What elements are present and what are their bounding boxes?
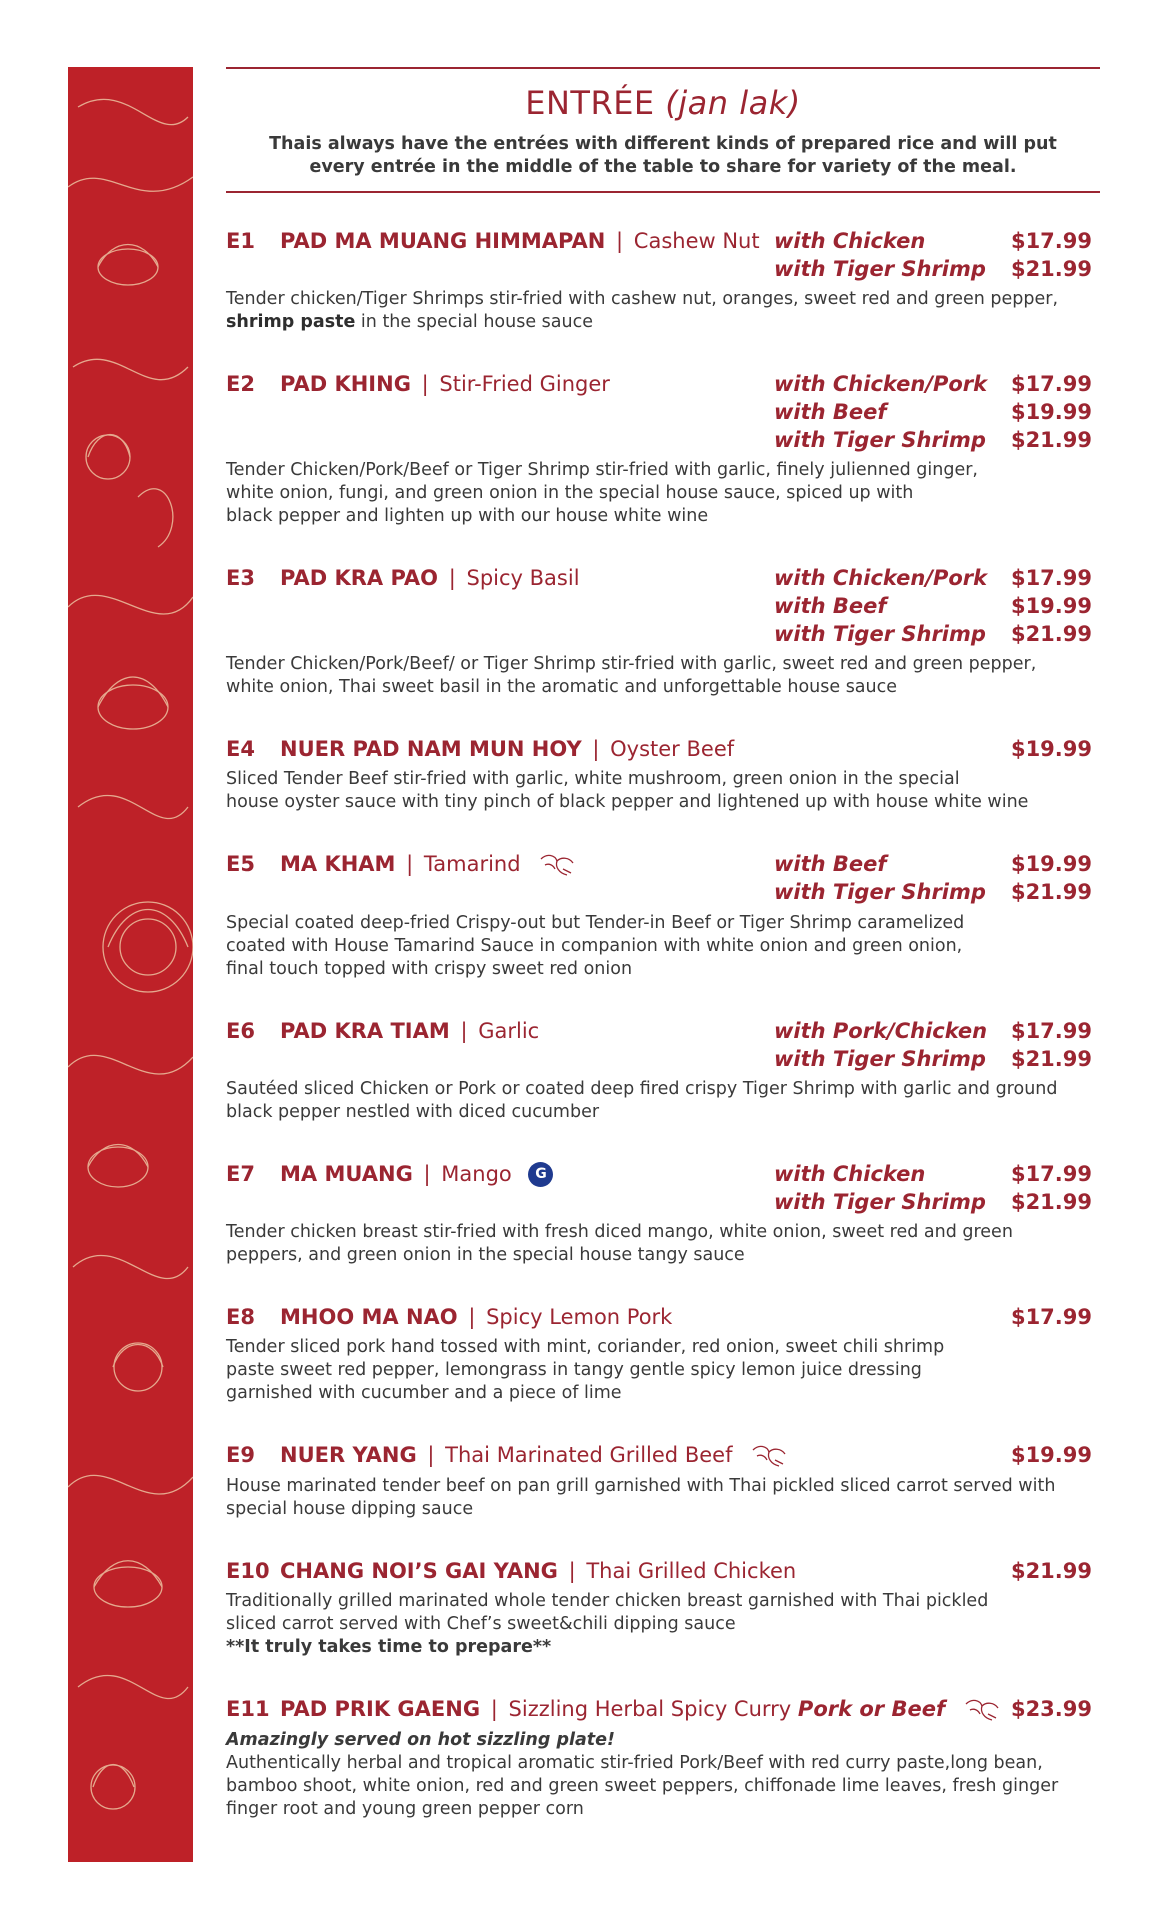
floral-decorative-band — [68, 67, 193, 1862]
menu-header — [226, 69, 1100, 191]
price-value: $17.99 — [1010, 1162, 1092, 1186]
item-subtitle: Thai Marinated Grilled Beef — [445, 1443, 733, 1467]
price-list — [774, 227, 1092, 283]
item-subtitle-emphasis: Pork or Beef — [797, 1697, 946, 1721]
desc-line: coated with House Tamarind Sauce in companion with white onion and green onion, — [226, 936, 963, 956]
item-subtitle: Mango — [441, 1162, 512, 1186]
price-variant: with Tiger Shrimp — [774, 622, 986, 646]
entree-menu — [226, 67, 1100, 1821]
price-variant: with Chicken/Pork — [774, 372, 988, 396]
desc-line: bamboo shoot, white onion, red and green sweet peppers, chiffonade lime leaves, fresh ginger — [226, 1776, 1059, 1796]
price-variant: with Beef — [774, 594, 887, 618]
item-name: MA MUANG — [280, 1162, 413, 1186]
desc-bold: shrimp paste — [226, 312, 356, 332]
item-description — [226, 1729, 1100, 1821]
price-value: $21.99 — [1010, 257, 1092, 281]
price-row — [774, 398, 1092, 426]
price-value: $19.99 — [1010, 737, 1092, 761]
price-value: $17.99 — [1010, 1305, 1092, 1329]
item-code: E9 — [226, 1443, 255, 1467]
desc-line: garnished with cucumber and a piece of lime — [226, 1383, 622, 1403]
title-main: ENTRÉE — [525, 84, 655, 122]
price-value: $21.99 — [1010, 880, 1092, 904]
item-title — [226, 1695, 1100, 1724]
item-separator: | — [448, 566, 456, 590]
item-code: E2 — [226, 372, 255, 396]
desc-line: house oyster sauce with tiny pinch of black pepper and lightened up with house white wine — [226, 792, 1029, 812]
item-separator: | — [421, 372, 429, 396]
item-description — [226, 1590, 1100, 1659]
menu-item-e9 — [226, 1441, 1100, 1521]
item-tagline: Amazingly served on hot sizzling plate! — [226, 1730, 615, 1750]
desc-line: paste sweet red pepper, lemongrass in tangy gentle spicy lemon juice dressing — [226, 1360, 922, 1380]
item-name: PAD KHING — [280, 372, 411, 396]
price-value: $21.99 — [1010, 428, 1092, 452]
price-variant: with Tiger Shrimp — [774, 257, 986, 281]
price-row — [774, 255, 1092, 283]
item-code: E10 — [226, 1559, 270, 1583]
item-name: MA KHAM — [280, 852, 396, 876]
chef-special-bird-icon — [749, 1442, 789, 1470]
item-subtitle: Spicy Basil — [466, 566, 580, 590]
item-code: E3 — [226, 566, 255, 590]
gluten-free-badge: G — [528, 1162, 553, 1187]
desc-line: white onion, Thai sweet basil in the aromatic and unforgettable house sauce — [226, 677, 898, 697]
item-description — [226, 1475, 1100, 1521]
header-divider — [226, 191, 1100, 193]
item-subtitle: Garlic — [478, 1019, 540, 1043]
price-value: $19.99 — [1010, 400, 1092, 424]
price-value: $17.99 — [1010, 1019, 1092, 1043]
price-row — [774, 1160, 1092, 1188]
desc-line — [226, 311, 1100, 334]
price-variant: with Chicken — [774, 229, 926, 253]
desc-line: black pepper and lighten up with our house white wine — [226, 506, 709, 526]
price-row — [774, 564, 1092, 592]
desc-line: Sliced Tender Beef stir-fried with garlic, white mushroom, green onion in the special — [226, 769, 960, 789]
desc-line: peppers, and green onion in the special house tangy sauce — [226, 1245, 745, 1265]
item-separator: | — [592, 737, 600, 761]
item-name: PAD KRA PAO — [280, 566, 439, 590]
desc-line: Sautéed sliced Chicken or Pork or coated deep fired crispy Tiger Shrimp with garlic and ground — [226, 1079, 1058, 1099]
price-variant: with Tiger Shrimp — [774, 1047, 986, 1071]
item-name: PAD KRA TIAM — [280, 1019, 450, 1043]
price-value: $19.99 — [1010, 594, 1092, 618]
item-title — [226, 1557, 1100, 1585]
item-code: E11 — [226, 1697, 270, 1721]
floral-pattern-icon — [68, 67, 193, 1862]
desc-line: Tender sliced pork hand tossed with mint, coriander, red onion, sweet chili shrimp — [226, 1337, 945, 1357]
chef-special-bird-icon — [962, 1696, 1002, 1724]
price-variant: with Chicken — [774, 1162, 926, 1186]
price-list — [774, 1017, 1092, 1073]
item-description — [226, 1336, 1100, 1405]
item-separator: | — [427, 1443, 435, 1467]
price-variant: with Tiger Shrimp — [774, 428, 986, 452]
item-name: PAD PRIK GAENG — [280, 1697, 481, 1721]
item-separator: | — [468, 1305, 476, 1329]
item-description — [226, 288, 1100, 334]
item-subtitle: Cashew Nut — [633, 229, 760, 253]
desc-line: Tender Chicken/Pork/Beef/ or Tiger Shrimp stir-fried with garlic, sweet red and green pepper, — [226, 654, 1037, 674]
item-name: NUER PAD NAM MUN HOY — [280, 737, 582, 761]
price-row — [774, 1045, 1092, 1073]
item-code: E4 — [226, 737, 255, 761]
menu-item-e1 — [226, 227, 1100, 334]
desc-line: Authentically herbal and tropical aromatic stir-fried Pork/Beef with red curry paste,long bean, — [226, 1753, 1043, 1773]
price-row — [774, 1188, 1092, 1216]
item-name: PAD MA MUANG HIMMAPAN — [280, 229, 606, 253]
price-variant: with Chicken/Pork — [774, 566, 988, 590]
item-subtitle: Sizzling Herbal Spicy Curry — [508, 1697, 792, 1721]
desc-rest: in the special house sauce — [355, 312, 594, 332]
menu-item-e3 — [226, 564, 1100, 699]
menu-item-e11 — [226, 1695, 1100, 1821]
menu-item-e5 — [226, 850, 1100, 981]
price-value: $19.99 — [1010, 852, 1092, 876]
price-variant: with Tiger Shrimp — [774, 880, 986, 904]
desc-line: Traditionally grilled marinated whole tender chicken breast garnished with Thai pickled — [226, 1591, 989, 1611]
item-separator: | — [616, 229, 624, 253]
price-list — [774, 564, 1092, 648]
price-value: $21.99 — [1010, 1047, 1092, 1071]
item-separator: | — [423, 1162, 431, 1186]
item-separator: | — [406, 852, 414, 876]
item-code: E7 — [226, 1162, 255, 1186]
menu-item-e4 — [226, 735, 1100, 814]
item-name: NUER YANG — [280, 1443, 417, 1467]
item-description — [226, 1078, 1100, 1124]
item-subtitle: Spicy Lemon Pork — [486, 1305, 673, 1329]
prep-note: **It truly takes time to prepare** — [226, 1637, 552, 1657]
price-row — [774, 850, 1092, 878]
menu-item-e6 — [226, 1017, 1100, 1124]
price-list — [774, 850, 1092, 906]
item-description — [226, 653, 1100, 699]
price-value: $17.99 — [1010, 372, 1092, 396]
item-description — [226, 768, 1100, 814]
price-list — [774, 370, 1092, 454]
price-value: $21.99 — [1010, 1190, 1092, 1214]
price-row — [774, 426, 1092, 454]
desc-line: finger root and young green pepper corn — [226, 1799, 584, 1819]
price-row — [774, 227, 1092, 255]
item-name: MHOO MA NAO — [280, 1305, 458, 1329]
item-code: E5 — [226, 852, 255, 876]
desc-line: sliced carrot served with Chef’s sweet&chili dipping sauce — [226, 1614, 736, 1634]
item-separator: | — [460, 1019, 468, 1043]
price-value: $17.99 — [1010, 229, 1092, 253]
price-value: $21.99 — [1010, 622, 1092, 646]
item-title — [226, 1441, 1100, 1470]
item-description — [226, 1221, 1100, 1267]
price-value: $19.99 — [1010, 1443, 1092, 1467]
price-variant: with Pork/Chicken — [774, 1019, 988, 1043]
desc-line: Tender Chicken/Pork/Beef or Tiger Shrimp stir-fried with garlic, finely julienned ginger, — [226, 460, 978, 480]
menu-item-e10 — [226, 1557, 1100, 1659]
item-separator: | — [490, 1697, 498, 1721]
item-title — [226, 735, 1100, 763]
item-code: E6 — [226, 1019, 255, 1043]
item-subtitle: Stir-Fried Ginger — [439, 372, 610, 396]
item-code: E1 — [226, 229, 255, 253]
intro-line: every entrée in the middle of the table to share for variety of the meal. — [309, 157, 1017, 177]
price-row — [774, 370, 1092, 398]
price-variant: with Beef — [774, 852, 887, 876]
price-row — [774, 620, 1092, 648]
price-variant: with Beef — [774, 400, 887, 424]
title-sub: (jan lak) — [665, 84, 801, 122]
desc-line: special house dipping sauce — [226, 1499, 474, 1519]
desc-line: white onion, fungi, and green onion in the special house sauce, spiced up with — [226, 483, 914, 503]
menu-item-e8 — [226, 1303, 1100, 1405]
item-subtitle: Thai Grilled Chicken — [586, 1559, 797, 1583]
desc-line: House marinated tender beef on pan grill garnished with Thai pickled sliced carrot served with — [226, 1476, 1056, 1496]
menu-item-e2 — [226, 370, 1100, 528]
price-row — [774, 592, 1092, 620]
item-subtitle: Oyster Beef — [610, 737, 735, 761]
price-list — [774, 1160, 1092, 1216]
desc-line: black pepper nestled with diced cucumber — [226, 1102, 600, 1122]
intro-line: Thais always have the entrées with different kinds of prepared rice and will put — [269, 134, 1057, 154]
item-separator: | — [568, 1559, 576, 1583]
price-row — [774, 878, 1092, 906]
price-value: $21.99 — [1010, 1559, 1092, 1583]
item-description — [226, 459, 1100, 528]
item-title — [226, 1303, 1100, 1331]
item-description — [226, 912, 1100, 981]
desc-line: final touch topped with crispy sweet red onion — [226, 959, 633, 979]
price-variant: with Tiger Shrimp — [774, 1190, 986, 1214]
price-value: $23.99 — [1010, 1697, 1092, 1721]
chef-special-bird-icon — [537, 851, 577, 879]
price-row — [774, 1017, 1092, 1045]
desc-line: Tender chicken/Tiger Shrimps stir-fried with cashew nut, oranges, sweet red and green pepper, — [226, 289, 1059, 309]
desc-line: Special coated deep-fried Crispy-out but Tender-in Beef or Tiger Shrimp caramelized — [226, 913, 965, 933]
item-code: E8 — [226, 1305, 255, 1329]
item-subtitle: Tamarind — [423, 852, 521, 876]
intro-text — [226, 133, 1100, 179]
menu-item-e7 — [226, 1160, 1100, 1267]
price-value: $17.99 — [1010, 566, 1092, 590]
page-title — [226, 83, 1100, 123]
item-name: CHANG NOI’S GAI YANG — [280, 1559, 558, 1583]
desc-line: Tender chicken breast stir-fried with fresh diced mango, white onion, sweet red and green — [226, 1222, 1013, 1242]
